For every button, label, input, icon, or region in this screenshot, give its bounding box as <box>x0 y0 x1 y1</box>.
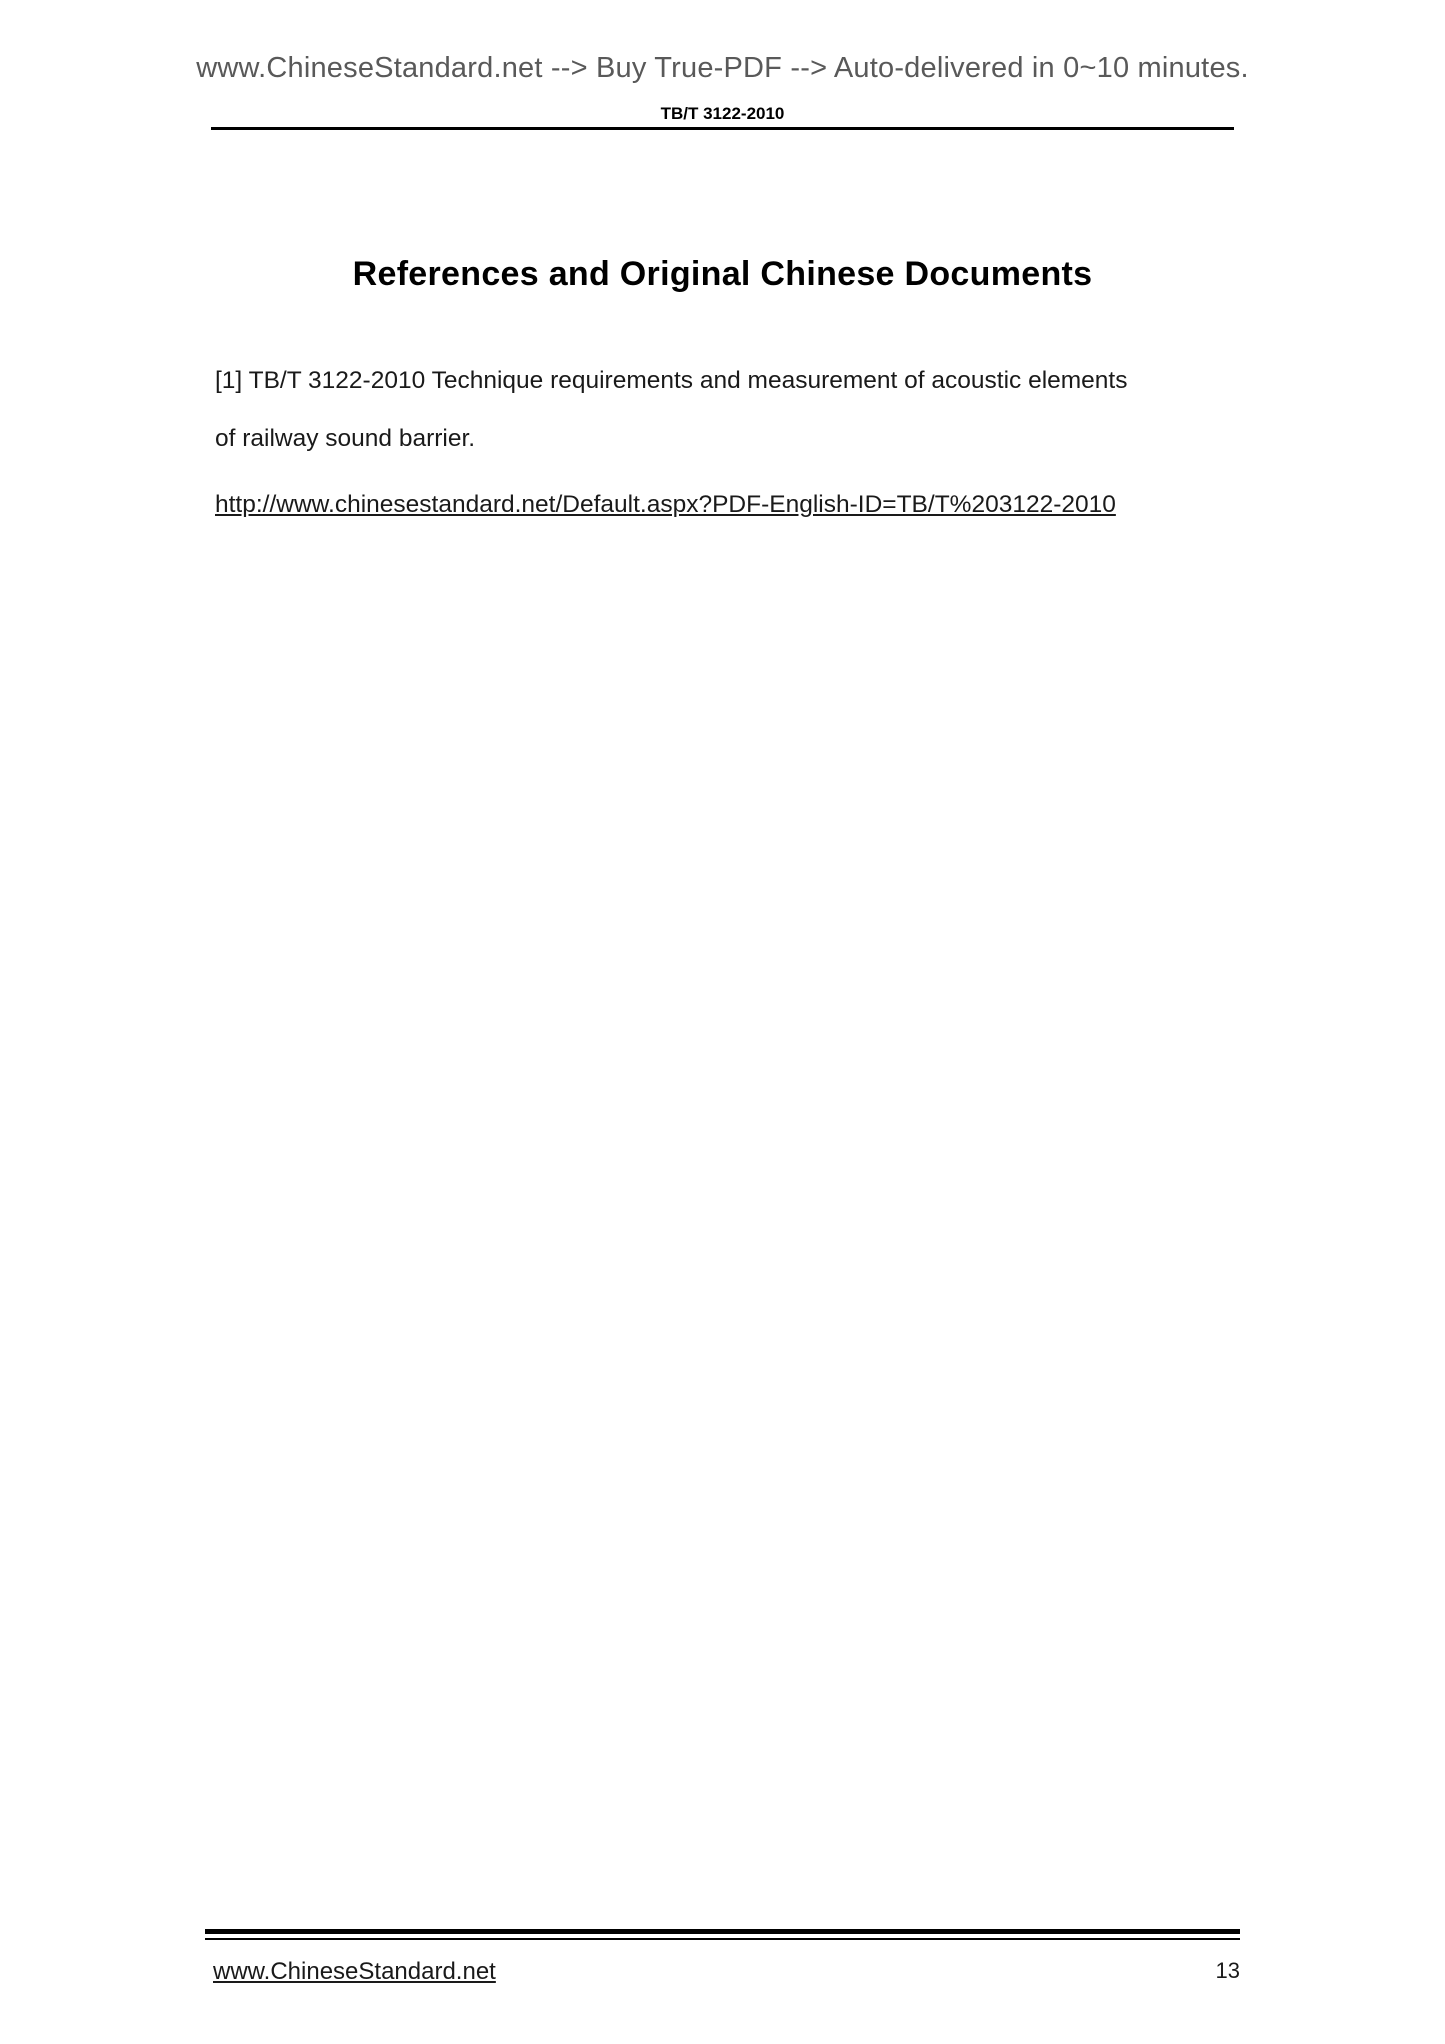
footer-divider-thin <box>205 1938 1240 1940</box>
reference-url-link[interactable]: http://www.chinesestandard.net/Default.aspx?PDF-English-ID=TB/T%203122-2010 <box>215 491 1116 518</box>
header-divider <box>211 127 1234 130</box>
footer-page-number: 13 <box>1215 1958 1240 1983</box>
header-standard-code: TB/T 3122-2010 <box>660 104 785 123</box>
reference-item-line-2: of railway sound barrier. <box>215 425 476 452</box>
page-title: References and Original Chinese Documents <box>352 254 1093 293</box>
footer-divider-thick <box>205 1929 1240 1934</box>
footer-site-link[interactable]: www.ChineseStandard.net <box>213 1958 496 1985</box>
promo-banner: www.ChineseStandard.net --> Buy True-PDF --> Auto-delivered in 0~10 minutes. <box>196 52 1249 84</box>
reference-item-line-1: [1] TB/T 3122-2010 Technique requirements and measurement of acoustic elements <box>215 367 1128 394</box>
references-list <box>215 352 1235 526</box>
